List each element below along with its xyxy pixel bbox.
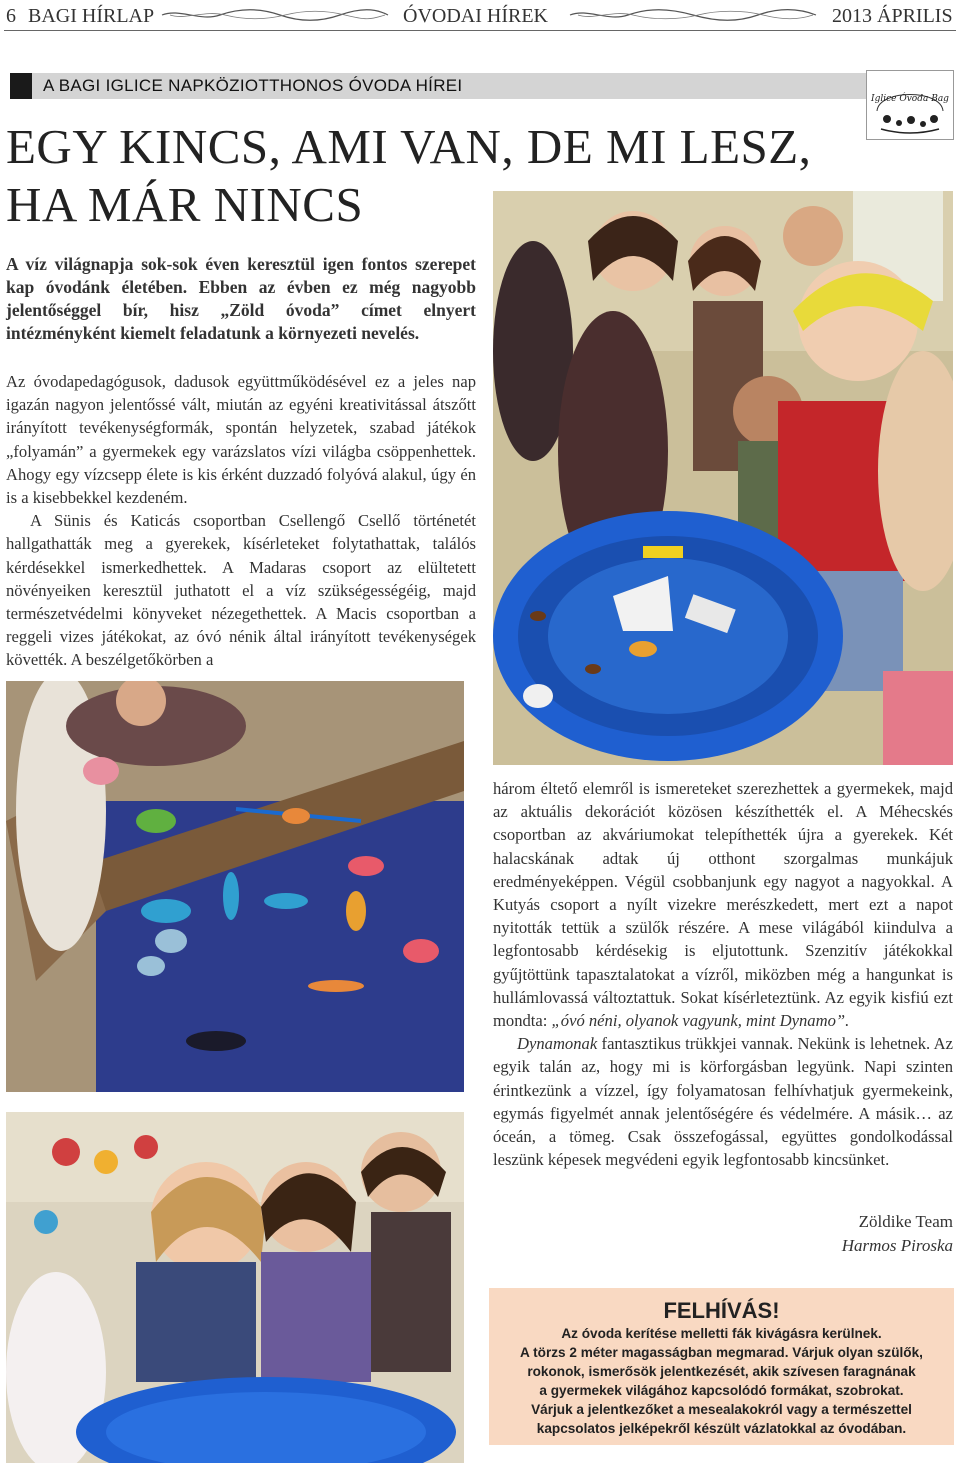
headline-line-2: HA MÁR NINCS [6,177,364,232]
signature-team: Zöldike Team [858,1212,953,1231]
kindergarten-logo [866,70,954,140]
ornament-right-icon [568,8,818,22]
callout-line: a gyermekek világához kapcsolódó formákat, szobrokat. [539,1383,904,1398]
callout-box [489,1288,954,1445]
callout-line: Várjuk a jelentkezőket a mesealakokról vagy a természettel [531,1402,912,1417]
body-paragraph-3 [493,777,953,1032]
signature-author: Harmos Piroska [841,1236,953,1255]
body-paragraph-3-text: három éltető elemről is ismereteket szerezhettek a gyermekek, majd az aktuális dekorációt közösen készíthették el. A Méhecskés csoportban az akváriumokat telepíthették újra a gyerekek. Két halacskának adtak új otthont szorgalmas munkájuk eredményeképpen. Végül csobbanjunk egy nagyot a nagyokkal. A Kutyás csoport a nyílt vizekre merészkedett, mert ezt a napot nyitották tettük a szülők részére. A mese világából kiindulva a legfontosabb kérdésekig is eljutottunk. Szenzitív játékokkal gyűjtöttünk tapasztalatokat a vízről, miközben még a hangunkat is hullámlovassá változtattuk. Sokat kísérleteztünk. Az egyik kisfiú ezt mondta: [493,779,953,1031]
section-bar-title: A BAGI IGLICE NAPKÖZIOTTHONOS ÓVODA HÍREI [43,76,463,95]
photo-fishing-game [6,681,464,1092]
child-quote: „óvó néni, olyanok vagyunk, mint Dynamo”. [551,1011,850,1031]
article-body-left [6,370,476,672]
lead-paragraph: A víz világnapja sok-sok éven keresztül igen fontos szerepet kap óvodánk életében. Ebben az évben ez még nagyobb jelentőséggel bír, hisz „Zöld óvoda” címet elnyert intézményként kiemelt feladatunk a környezeti nevelés. [6,254,476,343]
body-paragraph-2: A Sünis és Katicás csoportban Csellengő Csellő történetét hallgathatták meg a gyerekek, kísérleteket folytathattak, találós kérdésekkel ismerkedhettek. A Madaras csoport az elültetett növényeiken keresztül juthatott el a víz szükségességéig, majd természetvédelmi könyveket nézegethettek. A Macis csoportban a reggeli vizes játékokat, az óvó nénik által irányított tevékenységek követték. A beszélgetőkörben a [6,511,476,670]
headline-line-1: EGY KINCS, AMI VAN, DE MI LESZ, [6,119,812,174]
photo-children-water-basin [493,191,953,765]
article-body-right [493,777,953,1171]
callout-line: rokonok, ismerősök jelentkezését, akik szívesen faragnának [527,1364,916,1379]
callout-line: Az óvoda kerítése melletti fák kivágásra kerülnek. [561,1326,882,1341]
newspaper-title: BAGI HÍRLAP [28,5,155,27]
ornament-left-icon [160,8,390,22]
body-paragraph-4 [493,1032,953,1171]
callout-line: A törzs 2 méter magasságban megmarad. Várjuk olyan szülők, [520,1345,923,1360]
issue-date: 2013 ÁPRILIS [832,5,953,27]
logo-text: Iglice Óvoda Bag [871,94,949,104]
logo-icon [867,71,953,139]
body-paragraph-1: Az óvodapedagógusok, dadusok együttműködésével ez a jeles nap igazán nagyon jelentőssé vált, miután az egyéni kreativitással átszőtt irányított tevékenységformák, spontán helyzetek, szabad játékok „folyamán” a gyermekek egy varázslatos vízi világba csöppenhettek. Ahogy egy vízcsepp élete is kis érként duzzadó folyóvá alakul, úgy én is a kisebbekkel kezdeném. [6,372,476,508]
callout-line: kapcsolatos jelképekről készült vázlatokkal az óvodában. [536,1421,907,1436]
body-paragraph-4-text: fantasztikus trükkjei vannak. Nekünk is lehetnek. Az egyik talán az, hogy mi is körforgásban legyünk. Napi szinten érintkezünk a vízzel, így folyamatosan felhívhatjuk gyermekeink, egymás figyelmét annak jelentőségére és védelmére. A másik… az óceán, a tömeg. Csak összefogással, együttes gondolkodással leszünk képesek megvédeni egyik legfontosabb kincsünket. [493,1034,953,1170]
page-number: 6 [6,5,16,27]
section-title: ÓVODAI HÍREK [403,5,548,27]
callout-title: FELHÍVÁS! [663,1298,780,1323]
photo-children-water-table [6,1112,464,1463]
dynamo-name: Dynamonak [517,1034,598,1054]
section-marker [10,73,32,99]
header-rule [4,30,956,31]
section-bar [10,73,870,99]
